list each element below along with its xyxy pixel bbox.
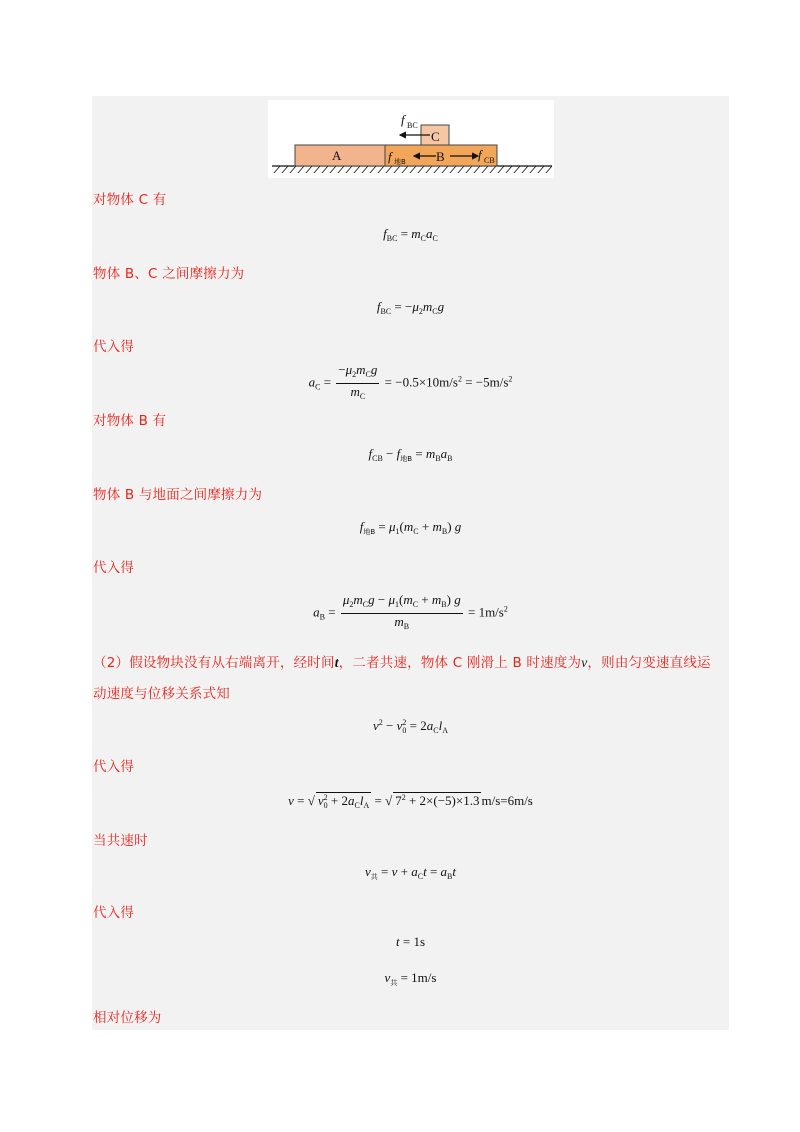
eq8-minus5: (−5) <box>433 793 456 808</box>
part2-text-1: （2）假设物块没有从右端离开，经时间 <box>93 655 335 671</box>
f-bc-label: f <box>401 112 405 127</box>
eq3-value-2: −5m/s <box>475 374 509 390</box>
line-part2-b: 动速度与位移关系式知 <box>93 686 230 702</box>
line-part2-a <box>93 651 711 671</box>
line-when-common: 当共速时 <box>93 833 148 849</box>
equation-6: $a_B$ = $\frac{\mu_2m_Cg - \mu_1(m_C + m_B) g}{m_B}$ = $1m/s^2$ <box>92 592 729 635</box>
f-ground-b-label: f <box>388 149 392 164</box>
sub-di-b-2: 地B <box>363 528 376 536</box>
line-substitute-1: 代入得 <box>93 339 135 355</box>
equation-7: $v^2 - v_0^2 = 2a_Cl_A$ <box>373 718 448 735</box>
equation-10: t = 1s <box>395 934 426 949</box>
eq10-value: 1s <box>413 934 426 949</box>
equation-9: $v_共 = v + a_Ct = a_Bt$ <box>364 864 457 881</box>
line-relative-displacement: 相对位移为 <box>93 1010 162 1026</box>
fraction-ab: $\frac{\mu_2m_Cg - \mu_1(m_C + m_B) g}{m_B}$ <box>342 592 461 631</box>
block-b-label: B <box>436 149 445 164</box>
f-bc-sub: BC <box>407 121 418 130</box>
part2-text-2: ，二者共速，物体 C 刚滑上 B 时速度为 <box>338 655 582 671</box>
equation-8: v = √ $v_0^2 + 2a_Cl_A$ = √ $7^2 + 2\times(-5)\times 1.3$ m/s=6m/s <box>288 793 533 810</box>
sub-gong-1: 共 <box>370 873 378 881</box>
line-object-b: 对物体 B 有 <box>93 413 167 429</box>
part2-var-v: v <box>581 655 588 670</box>
sub-di-b-1: 地B <box>400 455 413 463</box>
eq3-value-1: −0.5×10m/s <box>395 374 458 390</box>
sqrt-2: $7^2 + 2\times(-5)\times 1.3$ <box>395 793 480 808</box>
part2-text-3: ，则由匀变速直线运 <box>587 655 711 671</box>
eq6-value: 1m/s <box>478 604 504 620</box>
line-friction-ground-b: 物体 B 与地面之间摩擦力为 <box>93 487 263 503</box>
block-a-label: A <box>332 148 342 163</box>
line-object-c: 对物体 C 有 <box>93 192 167 208</box>
force-diagram-svg <box>268 100 554 178</box>
f-ground-b-sub: 地B <box>394 158 406 166</box>
eq11-value: 1m/s <box>411 970 437 985</box>
equation-11: $v_共 = 1m/s$ <box>384 970 437 987</box>
eq8-one-three: ×1.3 <box>455 793 480 808</box>
equation-3: $a_C$ = $\frac{-\mu_2m_Cg}{m_C}$ = $-0.5\times 10m/s^2 = -5m/s^2$ <box>92 362 729 405</box>
f-cb-label: f <box>478 147 482 162</box>
force-diagram <box>268 100 554 178</box>
f-cb-sub: CB <box>484 156 495 165</box>
equation-5: $f_{地B} = \mu_1(m_C + m_B)$ g <box>359 519 462 536</box>
sqrt-1: $v_0^2 + 2a_Cl_A$ <box>317 793 370 810</box>
equation-2: $f_{BC} = -\mu_2m_Cg$ <box>376 299 445 316</box>
fraction-ac: $\frac{-\mu_2m_Cg}{m_C}$ <box>338 362 378 401</box>
eq8-seven: 7 <box>395 793 402 808</box>
sub-gong-2: 共 <box>390 979 398 987</box>
line-substitute-3: 代入得 <box>93 759 135 775</box>
block-c-label: C <box>431 129 440 144</box>
part2-var-t: t <box>334 655 339 670</box>
eq8-result: m/s=6m/s <box>481 793 533 808</box>
eq8-two: + 2× <box>405 793 434 808</box>
line-substitute-2: 代入得 <box>93 560 135 576</box>
line-friction-bc: 物体 B、C 之间摩擦力为 <box>93 266 245 282</box>
ground-hatch <box>274 166 552 173</box>
equation-1: $f_{BC} = m_Ca_C$ <box>383 226 438 243</box>
equation-4: $f_{CB} - f_{地B} = m_Ba_B$ <box>368 446 453 463</box>
line-substitute-4: 代入得 <box>93 905 135 921</box>
